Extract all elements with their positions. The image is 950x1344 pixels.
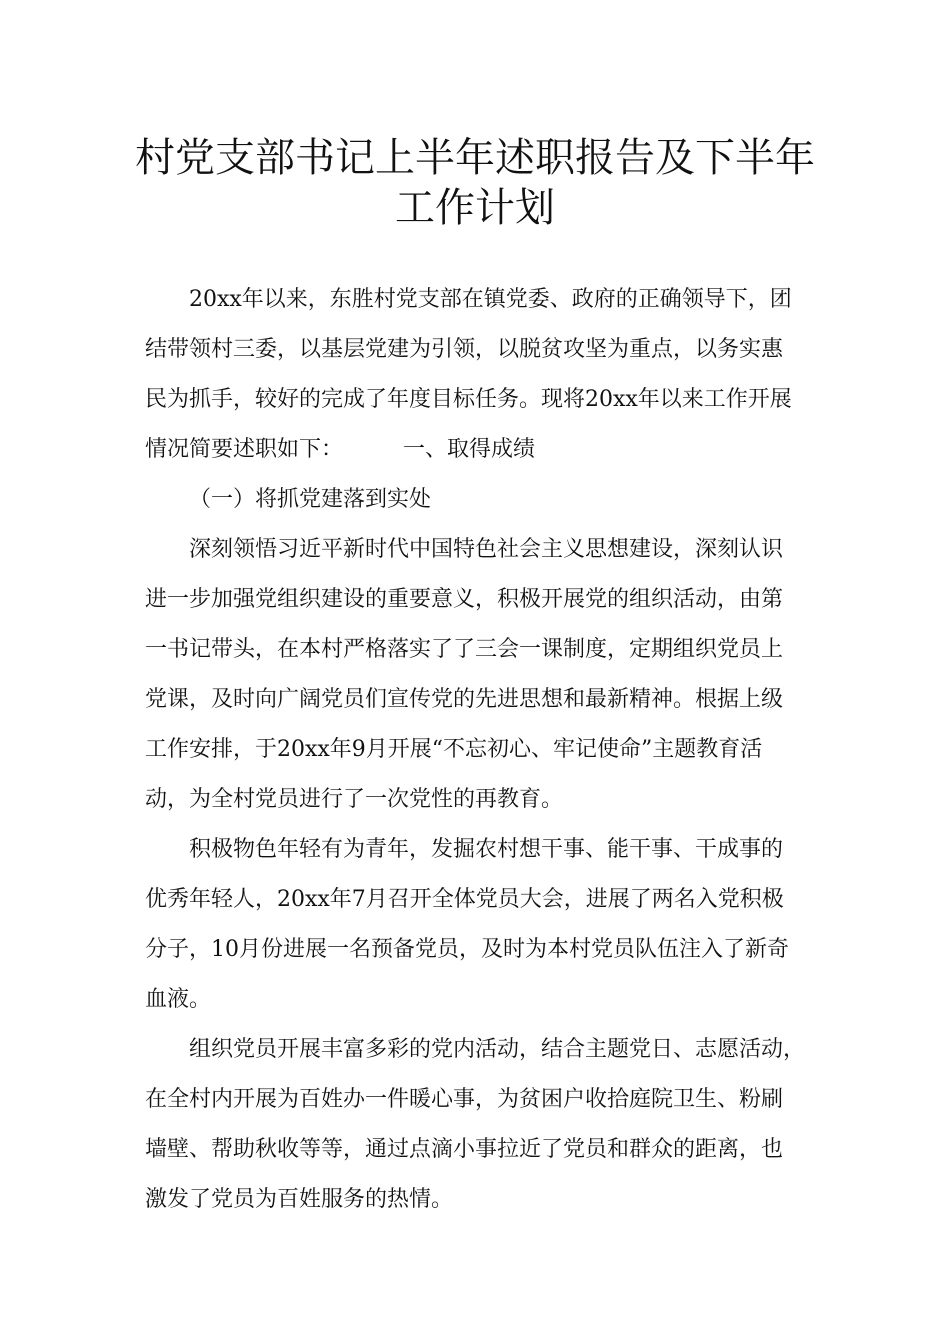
text-line: 进一步加强党组织建设的重要意义，积极开展党的组织活动，由第	[145, 587, 784, 612]
text-line: （一）将抓党建落到实处	[189, 487, 432, 512]
text-segment: 情况简要述职如下：	[145, 437, 344, 462]
text-line: 民为抓手，较好的完成了年度目标任务。现将20xx年以来工作开展	[145, 387, 792, 412]
text-line: 20xx年以来，东胜村党支部在镇党委、政府的正确领导下，团	[189, 287, 792, 312]
document-title-line-1: 村党支部书记上半年述职报告及下半年	[135, 135, 815, 181]
text-line: 深刻领悟习近平新时代中国特色社会主义思想建设，深刻认识	[189, 537, 784, 562]
paragraph-party-building	[145, 525, 825, 825]
text-line: 血液。	[145, 987, 212, 1012]
text-line: 分子，10月份进展一名预备党员，及时为本村党员队伍注入了新奇	[145, 937, 789, 962]
text-line: 优秀年轻人，20xx年7月召开全体党员大会，进展了两名入党积极	[145, 887, 784, 912]
text-line: 组织党员开展丰富多彩的党内活动，结合主题党日、志愿活动，	[189, 1037, 806, 1062]
text-line: 动，为全村党员进行了一次党性的再教育。	[145, 787, 564, 812]
section-heading: 一、取得成绩	[403, 437, 536, 462]
text-line: 在全村内开展为百姓办一件暖心事，为贫困户收拾庭院卫生、粉刷	[145, 1087, 784, 1112]
text-line: 墙壁、帮助秋收等等，通过点滴小事拉近了党员和群众的距离，也	[145, 1137, 784, 1162]
paragraph-party-activities	[145, 1025, 825, 1225]
subsection-heading	[145, 475, 825, 525]
document-title-line-2: 工作计划	[395, 185, 555, 231]
text-line: 结带领村三委，以基层党建为引领，以脱贫攻坚为重点，以务实惠	[145, 337, 784, 362]
text-line: 党课，及时向广阔党员们宣传党的先进思想和最新精神。根据上级	[145, 687, 784, 712]
text-line: 一书记带头，在本村严格落实了了三会一课制度，定期组织党员上	[145, 637, 784, 662]
text-line: 激发了党员为百姓服务的热情。	[145, 1187, 454, 1212]
text-line: 工作安排，于20xx年9月开展“不忘初心、牢记使命”主题教育活	[145, 737, 763, 762]
paragraph-young-talent	[145, 825, 825, 1025]
text-line	[145, 425, 825, 475]
paragraph-intro	[145, 275, 825, 475]
text-line: 积极物色年轻有为青年，发掘农村想干事、能干事、干成事的	[189, 837, 784, 862]
